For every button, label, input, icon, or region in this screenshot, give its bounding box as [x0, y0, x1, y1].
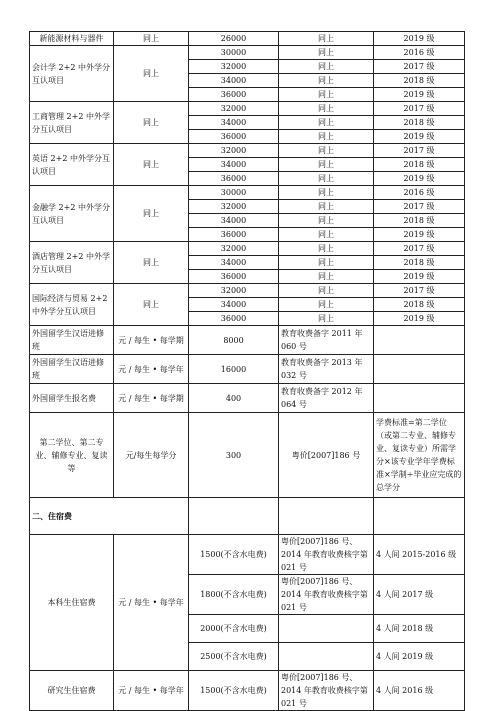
grade-cell: 2018 级 [374, 158, 465, 172]
basis-cell [279, 615, 374, 643]
price-cell: 1800(不含水电费) [189, 575, 279, 615]
fee-table [29, 31, 465, 711]
basis-cell: 同上 [279, 228, 374, 242]
unit-cell: 同上 [114, 32, 189, 46]
table-row [30, 535, 465, 575]
unit-cell: 元 / 每生 • 每学期 [114, 326, 189, 355]
basis-cell: 同上 [279, 32, 374, 46]
basis-cell: 同上 [279, 186, 374, 200]
price-cell: 32000 [189, 200, 279, 214]
unit-cell: 同上 [114, 46, 189, 102]
grade-cell: 2019 级 [374, 228, 465, 242]
table-row [30, 355, 465, 384]
grade-cell: 2019 级 [374, 32, 465, 46]
basis-cell: 同上 [279, 312, 374, 326]
price-cell: 32000 [189, 242, 279, 256]
section-title: 二、住宿费 [30, 498, 189, 535]
price-cell: 26000 [189, 32, 279, 46]
note-cell: 4 人间 2016 级 [374, 671, 465, 711]
basis-cell: 同上 [279, 214, 374, 228]
unit-cell: 元/每生每学分 [114, 413, 189, 498]
item-name: 金融学 2+2 中外学分互认项目 [30, 186, 114, 242]
price-cell: 2500(不含水电费) [189, 643, 279, 671]
table-row [30, 32, 465, 46]
item-name: 外国留学生汉语进修班 [30, 326, 114, 355]
table-row [30, 384, 465, 413]
grade-cell: 2019 级 [374, 130, 465, 144]
note-cell: 学费标准=第二学位（或第二专业、辅修专业、复读专业）所需学分×该专业学年学费标准×学制÷毕业应完成的总学分 [374, 413, 465, 498]
empty-cell [189, 498, 279, 535]
note-cell: 4 人间 2018 级 [374, 615, 465, 643]
basis-cell: 教育收费备字 2011 年 060 号 [279, 326, 374, 355]
price-cell: 36000 [189, 88, 279, 102]
price-cell: 32000 [189, 284, 279, 298]
price-cell: 36000 [189, 270, 279, 284]
unit-cell: 元 / 每生 • 每学年 [114, 671, 189, 711]
empty-cell [374, 498, 465, 535]
price-cell: 30000 [189, 46, 279, 60]
basis-cell: 粤价[2007]186 号、2014 年教育收费核字第 021 号 [279, 575, 374, 615]
price-cell: 34000 [189, 214, 279, 228]
section-row [30, 498, 465, 535]
price-cell: 32000 [189, 144, 279, 158]
grade-cell: 2019 级 [374, 88, 465, 102]
unit-cell: 同上 [114, 102, 189, 144]
price-cell: 2000(不含水电费) [189, 615, 279, 643]
grade-cell: 2018 级 [374, 214, 465, 228]
grade-cell: 2019 级 [374, 172, 465, 186]
unit-cell: 同上 [114, 186, 189, 242]
price-cell: 36000 [189, 172, 279, 186]
basis-cell: 同上 [279, 298, 374, 312]
grade-cell: 2016 级 [374, 46, 465, 60]
item-name: 外国留学生汉语进修班 [30, 355, 114, 384]
grade-cell: 2018 级 [374, 116, 465, 130]
price-cell: 34000 [189, 116, 279, 130]
table-row [30, 671, 465, 711]
table-row [30, 413, 465, 498]
price-cell: 30000 [189, 186, 279, 200]
unit-cell: 元 / 每生 • 每学年 [114, 535, 189, 671]
basis-cell: 同上 [279, 130, 374, 144]
basis-cell: 同上 [279, 284, 374, 298]
basis-cell: 同上 [279, 74, 374, 88]
basis-cell: 同上 [279, 256, 374, 270]
basis-cell: 同上 [279, 60, 374, 74]
table-row [30, 46, 465, 60]
price-cell: 1500(不含水电费) [189, 671, 279, 711]
price-cell: 32000 [189, 102, 279, 116]
item-name: 第二学位、第二专业、辅修专业、复读等 [30, 413, 114, 498]
basis-cell: 同上 [279, 158, 374, 172]
basis-cell: 同上 [279, 88, 374, 102]
item-name: 英语 2+2 中外学分互认项目 [30, 144, 114, 186]
price-cell: 34000 [189, 158, 279, 172]
price-cell: 400 [189, 384, 279, 413]
grade-cell: 2017 级 [374, 102, 465, 116]
price-cell: 36000 [189, 130, 279, 144]
unit-cell: 元 / 每生 • 每学期 [114, 384, 189, 413]
table-row [30, 144, 465, 158]
basis-cell: 同上 [279, 116, 374, 130]
empty-cell [279, 498, 374, 535]
item-name: 新能源材料与器件 [30, 32, 114, 46]
price-cell: 34000 [189, 298, 279, 312]
basis-cell: 同上 [279, 144, 374, 158]
basis-cell: 同上 [279, 200, 374, 214]
table-row [30, 284, 465, 298]
basis-cell: 教育收费备字 2013 年 032 号 [279, 355, 374, 384]
grade-cell: 2018 级 [374, 256, 465, 270]
grade-cell: 2019 级 [374, 270, 465, 284]
price-cell: 8000 [189, 326, 279, 355]
item-name: 外国留学生报名费 [30, 384, 114, 413]
table-row [30, 326, 465, 355]
table-row [30, 186, 465, 200]
price-cell: 32000 [189, 60, 279, 74]
price-cell: 36000 [189, 228, 279, 242]
grade-cell: 2016 级 [374, 186, 465, 200]
price-cell: 1500(不含水电费) [189, 535, 279, 575]
grade-cell: 2017 级 [374, 242, 465, 256]
note-cell: 4 人间 2017 级 [374, 575, 465, 615]
grade-cell: 2018 级 [374, 298, 465, 312]
basis-cell: 粤价[2007]186 号、2014 年教育收费核字第 021 号 [279, 671, 374, 711]
grade-cell: 2019 级 [374, 312, 465, 326]
item-name: 酒店管理 2+2 中外学分互认项目 [30, 242, 114, 284]
item-name: 研究生住宿费 [30, 671, 114, 711]
basis-cell: 同上 [279, 46, 374, 60]
item-name: 本科生住宿费 [30, 535, 114, 671]
grade-cell: 2017 级 [374, 200, 465, 214]
item-name: 国际经济与贸易 2+2 中外学分互认项目 [30, 284, 114, 326]
basis-cell: 教育收费备字 2012 年 064 号 [279, 384, 374, 413]
grade-cell: 2017 级 [374, 144, 465, 158]
grade-cell [374, 355, 465, 384]
grade-cell [374, 326, 465, 355]
basis-cell: 同上 [279, 270, 374, 284]
table-row [30, 102, 465, 116]
price-cell: 36000 [189, 312, 279, 326]
note-cell: 4 人间 2019 级 [374, 643, 465, 671]
unit-cell: 元 / 每生 • 每学年 [114, 355, 189, 384]
note-cell: 4 人间 2015-2016 级 [374, 535, 465, 575]
basis-cell: 同上 [279, 172, 374, 186]
price-cell: 16000 [189, 355, 279, 384]
basis-cell: 粤价[2007]186 号、2014 年教育收费核字第 021 号 [279, 535, 374, 575]
price-cell: 34000 [189, 256, 279, 270]
unit-cell: 同上 [114, 284, 189, 326]
grade-cell: 2017 级 [374, 284, 465, 298]
price-cell: 300 [189, 413, 279, 498]
basis-cell: 粤价[2007]186 号 [279, 413, 374, 498]
basis-cell: 同上 [279, 102, 374, 116]
unit-cell: 同上 [114, 144, 189, 186]
table-row [30, 242, 465, 256]
basis-cell [279, 643, 374, 671]
item-name: 工商管理 2+2 中外学分互认项目 [30, 102, 114, 144]
grade-cell: 2017 级 [374, 60, 465, 74]
unit-cell: 同上 [114, 242, 189, 284]
price-cell: 34000 [189, 74, 279, 88]
grade-cell [374, 384, 465, 413]
basis-cell: 同上 [279, 242, 374, 256]
grade-cell: 2018 级 [374, 74, 465, 88]
item-name: 会计学 2+2 中外学分互认项目 [30, 46, 114, 102]
